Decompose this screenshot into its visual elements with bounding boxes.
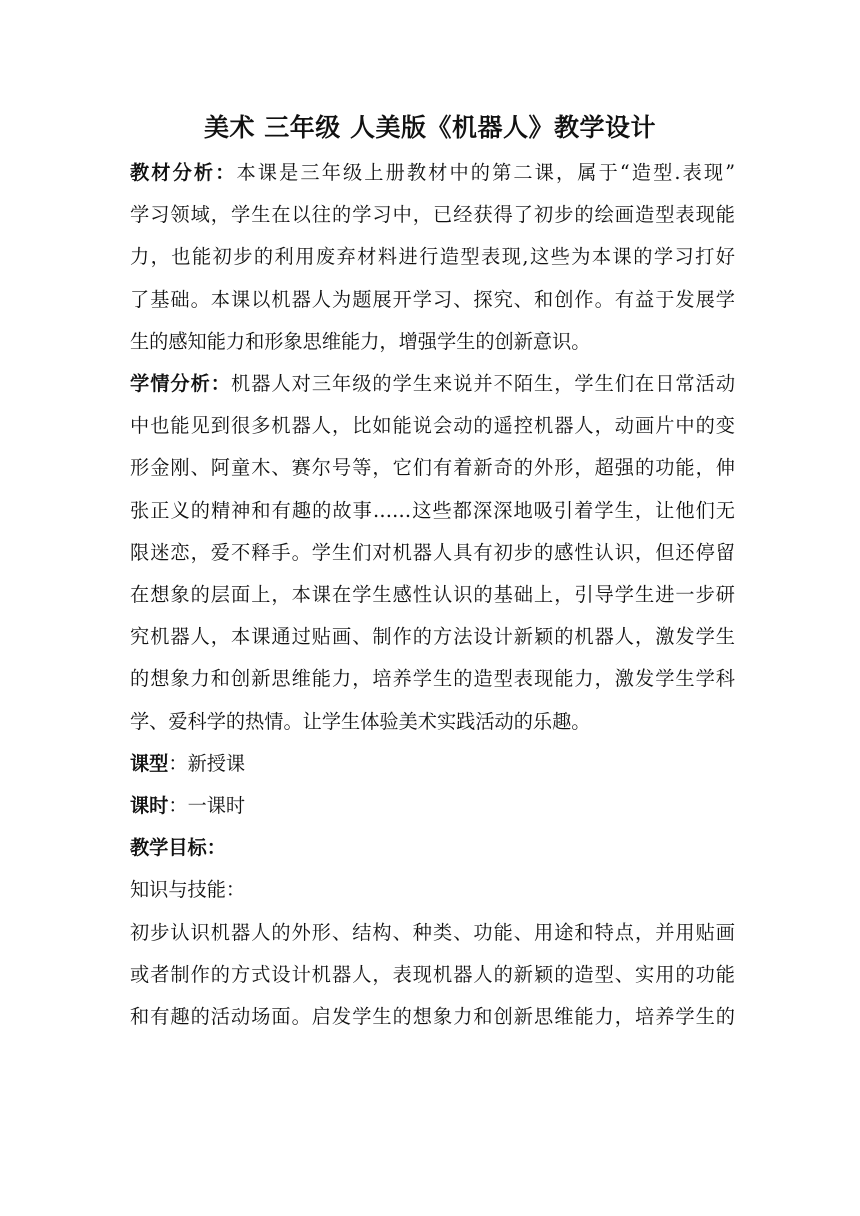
- material-analysis-label: 教材分析：: [130, 161, 237, 184]
- paragraph-text: 机器人对三年级的学生来说并不陌生，学生们在日常活动: [231, 372, 736, 396]
- paragraph-line: 的想象力和创新思维能力，培养学生的造型表现能力，激发学生学科: [130, 667, 735, 691]
- lesson-time-colon: ：: [168, 794, 188, 818]
- paragraph-line: 究机器人，本课通过贴画、制作的方法设计新颖的机器人，激发学生: [130, 625, 735, 649]
- knowledge-skills-heading: [130, 869, 735, 911]
- lesson-time-row: [130, 785, 735, 827]
- paragraph-line: 生的感知能力和形象思维能力，增强学生的创新意识。: [130, 329, 591, 353]
- teaching-goals-heading: [130, 827, 735, 869]
- paragraph-line: 张正义的精神和有趣的故事……这些都深深地吸引着学生，让他们无: [130, 498, 735, 522]
- lesson-time-value: 一课时: [187, 794, 246, 818]
- student-analysis-label: 学情分析：: [130, 372, 232, 396]
- lesson-type-label: 课型: [130, 751, 169, 775]
- lesson-type-row: [130, 743, 735, 785]
- teaching-goals-label: 教学目标：: [130, 836, 226, 860]
- paragraph-line: 形金刚、阿童木、赛尔号等，它们有着新奇的外形，超强的功能，伸: [130, 456, 735, 480]
- document-title: 美术 三年级 人美版《机器人》教学设计: [204, 113, 656, 142]
- paragraph-line: 在想象的层面上，本课在学生感性认识的基础上，引导学生进一步研: [130, 583, 735, 607]
- paragraph-line: 初步认识机器人的外形、结构、种类、功能、用途和特点，并用贴画: [130, 920, 735, 944]
- lesson-time-label: 课时: [130, 794, 169, 818]
- paragraph-line: 学习领域，学生在以往的学习中，已经获得了初步的绘画造型表现能: [130, 203, 735, 227]
- paragraph-line: 力，也能初步的利用废弃材料进行造型表现,这些为本课的学习打好: [130, 245, 735, 269]
- knowledge-skills-paragraph: [130, 912, 735, 1039]
- paragraph-line: 或者制作的方式设计机器人，表现机器人的新颖的造型、实用的功能: [130, 962, 735, 986]
- lesson-type-value: 新授课: [187, 751, 246, 775]
- paragraph-line: 学、爱科学的热情。让学生体验美术实践活动的乐趣。: [130, 709, 591, 733]
- paragraph-line: 和有趣的活动场面。启发学生的想象力和创新思维能力，培养学生的: [130, 1005, 735, 1029]
- paragraph-line: 了基础。本课以机器人为题展开学习、探究、和创作。有益于发展学: [130, 287, 735, 311]
- student-analysis-paragraph: [130, 363, 735, 743]
- paragraph-line: [130, 152, 735, 194]
- paragraph-line: [130, 743, 735, 785]
- paragraph-text: 本课是三年级上册教材中的第二课，属于“造型.表现”: [236, 161, 736, 184]
- paragraph-line: 中也能见到很多机器人，比如能说会动的遥控机器人，动画片中的变: [130, 414, 735, 438]
- document-body: [130, 152, 735, 1038]
- paragraph-line: 限迷恋，爱不释手。学生们对机器人具有初步的感性认识，但还停留: [130, 540, 735, 564]
- paragraph-line: [130, 363, 735, 405]
- knowledge-skills-label: 知识与技能：: [130, 878, 246, 902]
- material-analysis-paragraph: [130, 152, 735, 363]
- lesson-type-colon: ：: [168, 751, 188, 775]
- paragraph-line: [130, 785, 735, 827]
